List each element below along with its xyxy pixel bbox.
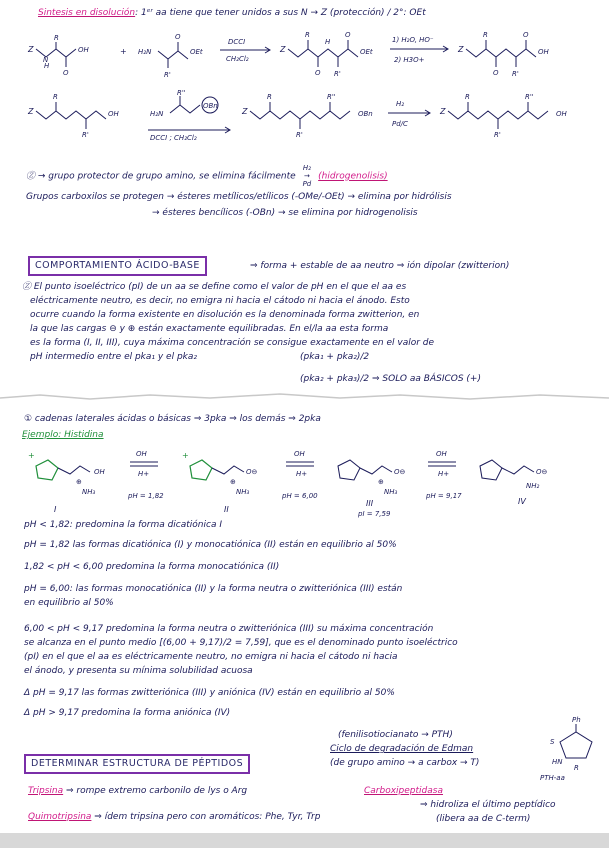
- quimo-label: Quimotripsina: [28, 812, 92, 822]
- r-label-6: R: [465, 93, 470, 101]
- arrow1-top: OH: [136, 450, 147, 458]
- reagent3: DCCI ; CH₂Cl₂: [150, 134, 197, 142]
- pth-label: PTH-aa: [540, 774, 565, 782]
- histidine-form-3: [338, 460, 405, 518]
- form-2-roman: II: [224, 505, 229, 514]
- histidine-form-2: [182, 451, 257, 514]
- note-carboxyl: [26, 192, 452, 203]
- formula-1: (pka₁ + pka₂)/2: [300, 352, 370, 362]
- arrow2-bottom: H+: [296, 470, 308, 478]
- pth-ph: Ph: [572, 716, 581, 724]
- section4-title-box: [24, 754, 250, 774]
- equilibrium-arrow-1: [127, 450, 164, 500]
- reagent1-bottom: CH₂Cl₂: [226, 55, 249, 63]
- histidine-form-1: [28, 451, 106, 514]
- oh-label-2: OH: [538, 48, 549, 56]
- svg-text:⊕: ⊕: [230, 478, 236, 486]
- ph-3: pH = 9,17: [426, 492, 462, 500]
- his-line-7: se alcanza en el punto medio [(6,00 + 9,17)/2 = 7,59], que es el denominado punto isoeléctrico: [24, 638, 458, 648]
- his-line-8: (pI) en el que el aa es eléctricamente neutro, no emigra ni hacia el cátodo ni hacia: [24, 652, 398, 662]
- tripsina-label: Tripsina: [28, 786, 64, 796]
- para-line-4: la que las cargas ⊖ y ⊕ están exactamente equilibradas. En el/la aa esta forma: [30, 324, 389, 334]
- r-label-1: R: [54, 34, 59, 42]
- r1-label-4: R': [82, 131, 89, 139]
- reaction-row-2: [20, 88, 600, 148]
- tripsina-text: ⇒ rompe extremo carbonilo de lys o Arg: [66, 786, 248, 796]
- his-line-5: en equilibrio al 50%: [24, 598, 114, 608]
- svg-text:+: +: [182, 451, 189, 460]
- his-line-10: Δ pH = 9,17 las formas zwitteriónica (III) y aniónica (IV) están en equilibrio al 50%: [24, 688, 395, 698]
- z-label-4: Z: [28, 107, 34, 116]
- pth-structure: [538, 712, 606, 782]
- oh-label-4: OH: [556, 110, 567, 118]
- equilibrium-arrow-2: [281, 450, 318, 500]
- section2-title-rest: ⇒ forma + estable de aa neutro ⇒ ión dipolar (zwitterion): [250, 261, 510, 271]
- note-carboxyl-text: Grupos carboxilos se protegen: [26, 192, 164, 202]
- his-line-2: pH = 1,82 las formas dicatiónica (I) y monocatiónica (II) están en equilibrio al 50%: [24, 540, 397, 550]
- r1-label-3: R': [512, 70, 519, 78]
- edman-note-top: (fenilisotiocianato → PTH): [338, 730, 453, 740]
- para-line-3: ocurre cuando la forma existente en disolución es la denominada forma zwitterion, en: [30, 310, 420, 320]
- his-line-3: 1,82 < pH < 6,00 predomina la forma monocatiónica (II): [24, 562, 280, 572]
- n-label-1: N: [43, 56, 49, 64]
- section2-title: COMPORTAMIENTO ÁCIDO-BASE: [35, 260, 200, 271]
- h2-label: H₂: [302, 164, 311, 172]
- r1-label-1: R': [164, 71, 171, 79]
- svg-text:NH₃: NH₃: [236, 488, 250, 496]
- equilibrium-arrow-3: [425, 450, 462, 500]
- pth-hn: HN: [552, 758, 563, 766]
- h-label-1: H: [44, 62, 50, 70]
- h2-pd-arrow: H₂ → Pd: [302, 164, 312, 188]
- carboxi-text-line: ⇒ hidroliza el último peptídico: [420, 800, 556, 810]
- z-label-6: Z: [440, 107, 446, 116]
- plus-sign: +: [120, 47, 127, 56]
- svg-text:O⊖: O⊖: [536, 468, 548, 476]
- h-label-2: H: [325, 38, 331, 46]
- svg-text:⊕: ⊕: [378, 478, 384, 486]
- form-3-roman: III: [366, 499, 374, 508]
- note-methyl-esters: → ésteres metílicos/etílicos (-OMe/-OEt) → elimina por hidrólisis: [166, 192, 452, 202]
- h2n-label-2: H₂N: [150, 110, 164, 118]
- reaction-row-1: [20, 22, 600, 87]
- h2n-label-1: H₂N: [138, 48, 152, 56]
- his-line-4: pH = 6,00: las formas monocatiónica (II) y la forma neutra o zwitteriónica (III) están: [24, 584, 403, 594]
- r1-label-2: R': [334, 70, 341, 78]
- quimo-text: ⇒ ídem tripsina pero con aromáticos: Phe, Tyr, Trp: [94, 812, 321, 822]
- note-benzyl-text: → ésteres bencílicos (-OBn) → se elimina por hidrogenolisis: [152, 208, 418, 218]
- svg-text:O⊖: O⊖: [246, 468, 258, 476]
- oh-label-1: OH: [78, 46, 89, 54]
- o-label-2: O: [175, 33, 181, 41]
- svg-text:OH: OH: [94, 468, 105, 476]
- quimo-line: [28, 812, 320, 823]
- svg-text:NH₃: NH₃: [82, 488, 96, 496]
- o-label-1: O: [63, 69, 69, 77]
- pth-r: R: [574, 764, 579, 772]
- reagent4-top: H₂: [396, 100, 405, 108]
- pth-s: S: [550, 738, 555, 746]
- form-4-roman: IV: [518, 497, 526, 506]
- example-label: Ejemplo: Histidina: [22, 430, 104, 440]
- oet-label-1: OEt: [190, 48, 203, 56]
- edman-note-bottom: (de grupo amino → a carbox → T): [330, 758, 480, 768]
- form-1-roman: I: [54, 505, 57, 514]
- arrow3-bottom: H+: [438, 470, 450, 478]
- r1-label-6: R': [494, 131, 501, 139]
- section3-intro: ① cadenas laterales ácidas o básicas ⇒ 3pka ⇒ los demás ⇒ 2pka: [24, 414, 321, 424]
- svg-text:⊕: ⊕: [76, 478, 82, 486]
- arrow2-top: OH: [294, 450, 305, 458]
- histidine-forms: [18, 444, 598, 519]
- edman-note-mid: Ciclo de degradación de Edman: [330, 744, 474, 754]
- tripsina-line: [28, 786, 247, 797]
- z-label-5: Z: [242, 107, 248, 116]
- r2-label-2: R'': [327, 93, 336, 101]
- z-label-1: Z: [28, 45, 34, 54]
- r-label-2: R: [305, 31, 310, 39]
- reagent1-top: DCCI: [228, 38, 246, 46]
- scan-bottom-edge: [0, 833, 609, 848]
- o-label-5: O: [493, 69, 499, 77]
- carboxi-line: [364, 786, 443, 797]
- para-line-2: eléctricamente neutro, es decir, no emigra ni hacia el cátodo ni hacia el ánodo. Esto: [30, 296, 410, 306]
- histidine-form-4: [480, 460, 547, 506]
- r1-label-5: R': [296, 131, 303, 139]
- carboxi-label: Carboxipeptidasa: [364, 786, 443, 796]
- oet-label-2: OEt: [360, 48, 373, 56]
- svg-text:NH₃: NH₃: [384, 488, 398, 496]
- z-label-3: Z: [458, 45, 464, 54]
- section1-heading: [38, 8, 426, 19]
- arrow3-top: OH: [436, 450, 447, 458]
- r-label-3: R: [483, 31, 488, 39]
- his-line-9: el ánodo, y presenta su mínima solubilidad acuosa: [24, 666, 253, 676]
- r-label-5: R: [267, 93, 272, 101]
- section1-title: Sintesis en disolución: [38, 8, 136, 18]
- section2-title-box: [28, 256, 207, 276]
- note-benzyl: [152, 208, 418, 219]
- svg-text:O⊖: O⊖: [394, 468, 406, 476]
- carboxi-text2-line: (libera aa de C-term): [436, 814, 531, 824]
- obn-label-2: OBn: [358, 110, 373, 118]
- z-label-2: Z: [280, 45, 286, 54]
- section4-title: DETERMINAR ESTRUCTURA DE PÉPTIDOS: [31, 758, 244, 769]
- section1-title-rest: : 1ᵉʳ aa tiene que tener unidos a sus N → Z (protección) / 2°: OEt: [135, 8, 426, 18]
- arrow1-bottom: H+: [138, 470, 150, 478]
- para-line-6: pH intermedio entre el pka₁ y el pka₂: [30, 352, 198, 362]
- svg-text:+: +: [28, 451, 35, 460]
- r2-label-1: R'': [177, 89, 186, 97]
- o-label-4: O: [345, 31, 351, 39]
- note-z-group: [26, 164, 388, 188]
- his-line-6: 6,00 < pH < 9,17 predomina la forma neutra o zwitteriónica (III) su máxima concentración: [24, 624, 434, 634]
- o-label-6: O: [523, 31, 529, 39]
- ph-2: pH = 6,00: [282, 492, 318, 500]
- svg-text:NH₂: NH₂: [526, 482, 540, 490]
- para-line-5: es la forma (I, II, III), cuya máxima concentración se consigue exactamente en el valor de: [30, 338, 435, 348]
- formula-2: (pka₂ + pka₃)/2 ⇒ SOLO aa BÁSICOS (+): [300, 374, 481, 384]
- para-line-1: Ⓩ El punto isoeléctrico (pI) de un aa se define como el valor de pH en el que el aa es: [22, 282, 407, 292]
- note-z-text: Ⓩ → grupo protector de grupo amino, se elimina fácilmente: [26, 171, 296, 182]
- r2-label-3: R'': [525, 93, 534, 101]
- r-label-4: R: [53, 93, 58, 101]
- oh-label-3: OH: [108, 110, 119, 118]
- reagent4-bottom: Pd/C: [392, 120, 408, 128]
- page-divider: [0, 392, 609, 402]
- note-hydrogenolysis: (hidrogenolisis): [318, 171, 388, 182]
- pi-label: pI = 7,59: [358, 510, 391, 518]
- pd-label: Pd: [302, 180, 312, 188]
- reagent2-bottom: 2) H3O+: [394, 56, 425, 64]
- obn-label-1: OBn: [203, 102, 218, 110]
- reagent2-top: 1) H₂O, HO⁻: [392, 36, 434, 44]
- his-line-11: Δ pH > 9,17 predomina la forma aniónica (IV): [24, 708, 231, 718]
- his-line-1: pH < 1,82: predomina la forma dicatiónica I: [24, 520, 222, 530]
- ph-1: pH = 1,82: [128, 492, 164, 500]
- o-label-3: O: [315, 69, 321, 77]
